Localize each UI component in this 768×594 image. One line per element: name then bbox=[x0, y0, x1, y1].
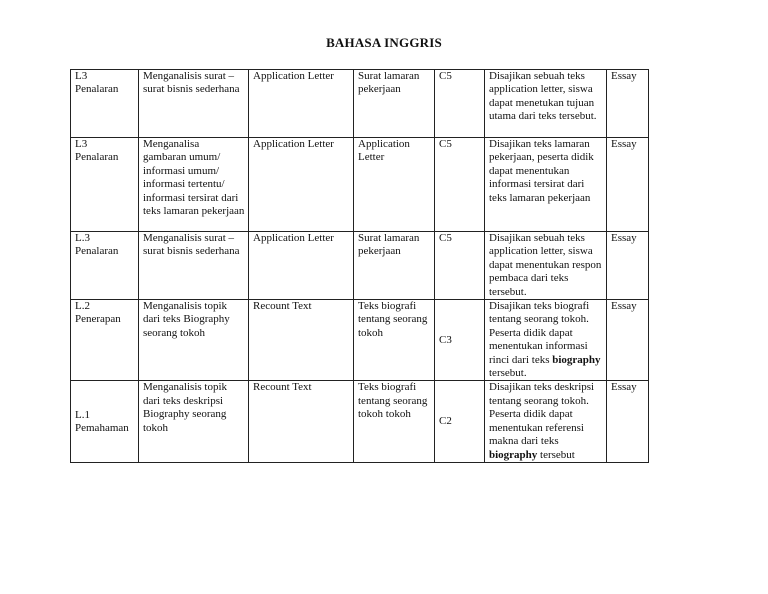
sub-material-cell: Surat lamaran pekerjaan bbox=[354, 232, 435, 300]
level-code: L3 bbox=[75, 138, 88, 150]
material-cell: Application Letter bbox=[249, 70, 354, 138]
cognitive-level-cell: C3 bbox=[435, 300, 485, 381]
question-indicator-cell: Disajikan sebuah teks application letter, siswa dapat menetukan tujuan utama dari teks tersebut. bbox=[485, 70, 607, 138]
table-row bbox=[71, 300, 649, 381]
indicator-cell: Menganalisis surat – surat bisnis sederhana bbox=[139, 232, 249, 300]
question-bold-term: biography bbox=[489, 448, 538, 461]
indicator-cell: Menganalisis surat – surat bisnis sederhana bbox=[139, 70, 249, 138]
sub-material-cell: Teks biografi tentang seorang tokoh tokoh bbox=[354, 381, 435, 463]
sub-material-cell: Application Letter bbox=[354, 138, 435, 232]
question-indicator-cell: Disajikan sebuah teks application letter, siswa dapat menentukan respon pembaca dari teks tersebut. bbox=[485, 232, 607, 300]
material-cell: Recount Text bbox=[249, 381, 354, 463]
cognitive-level-cell: C5 bbox=[435, 138, 485, 232]
page-title: BAHASA INGGRIS bbox=[326, 35, 442, 50]
question-text: Disajikan teks deskripsi tentang seorang tokoh. Peserta didik dapat menentukan referensi makna dari teks bbox=[489, 381, 595, 448]
indicator-cell: Menganalisis topik dari teks Biography seorang tokoh bbox=[139, 300, 249, 381]
assessment-grid-table bbox=[70, 69, 649, 463]
level-cell bbox=[71, 232, 139, 300]
question-indicator-cell: Disajikan teks lamaran pekerjaan, peserta didik dapat menentukan informasi tersirat dari teks lamaran pekerjaan bbox=[485, 138, 607, 232]
level-name: Penerapan bbox=[75, 313, 121, 326]
cognitive-level-cell: C2 bbox=[435, 381, 485, 463]
question-type-cell: Essay bbox=[607, 232, 649, 300]
level-cell bbox=[71, 300, 139, 381]
material-cell: Recount Text bbox=[249, 300, 354, 381]
question-type-cell: Essay bbox=[607, 70, 649, 138]
level-name: Penalaran bbox=[75, 245, 119, 258]
level-code: L.2 bbox=[75, 300, 90, 313]
indicator-cell: Menganalisis topik dari teks deskripsi Biography seorang tokoh bbox=[139, 381, 249, 463]
table-row bbox=[71, 381, 649, 463]
sub-material-cell: Surat lamaran pekerjaan bbox=[354, 70, 435, 138]
question-bold-term: biography bbox=[552, 353, 601, 366]
table-row bbox=[71, 138, 649, 232]
level-code: L.1 bbox=[75, 408, 90, 421]
material-cell: Application Letter bbox=[249, 138, 354, 232]
question-type-cell: Essay bbox=[607, 381, 649, 463]
question-indicator-cell bbox=[485, 381, 607, 463]
table-row bbox=[71, 232, 649, 300]
level-code: L3 bbox=[75, 70, 88, 82]
question-type-cell: Essay bbox=[607, 300, 649, 381]
question-tail: tersebut bbox=[540, 448, 575, 461]
sub-material-cell: Teks biografi tentang seorang tokoh bbox=[354, 300, 435, 381]
cognitive-level-cell: C5 bbox=[435, 70, 485, 138]
level-name: Penalaran bbox=[75, 151, 119, 164]
material-cell: Application Letter bbox=[249, 232, 354, 300]
level-cell bbox=[71, 381, 139, 463]
level-cell bbox=[71, 70, 139, 138]
level-code: L.3 bbox=[75, 232, 90, 244]
level-cell bbox=[71, 138, 139, 232]
question-text: Disajikan teks biografi tentang seorang tokoh. Peserta didik dapat menentukan informasi rinci dari teks bbox=[489, 300, 590, 366]
level-name: Penalaran bbox=[75, 83, 119, 96]
question-type-cell: Essay bbox=[607, 138, 649, 232]
cognitive-level-cell: C5 bbox=[435, 232, 485, 300]
level-name: Pemahaman bbox=[75, 421, 129, 434]
indicator-cell: Menganalisa gambaran umum/ informasi umum/ informasi tertentu/ informasi tersirat dari teks lamaran pekerjaan bbox=[139, 138, 249, 232]
question-indicator-cell bbox=[485, 300, 607, 381]
question-tail: tersebut. bbox=[489, 367, 527, 380]
table-row bbox=[71, 70, 649, 138]
